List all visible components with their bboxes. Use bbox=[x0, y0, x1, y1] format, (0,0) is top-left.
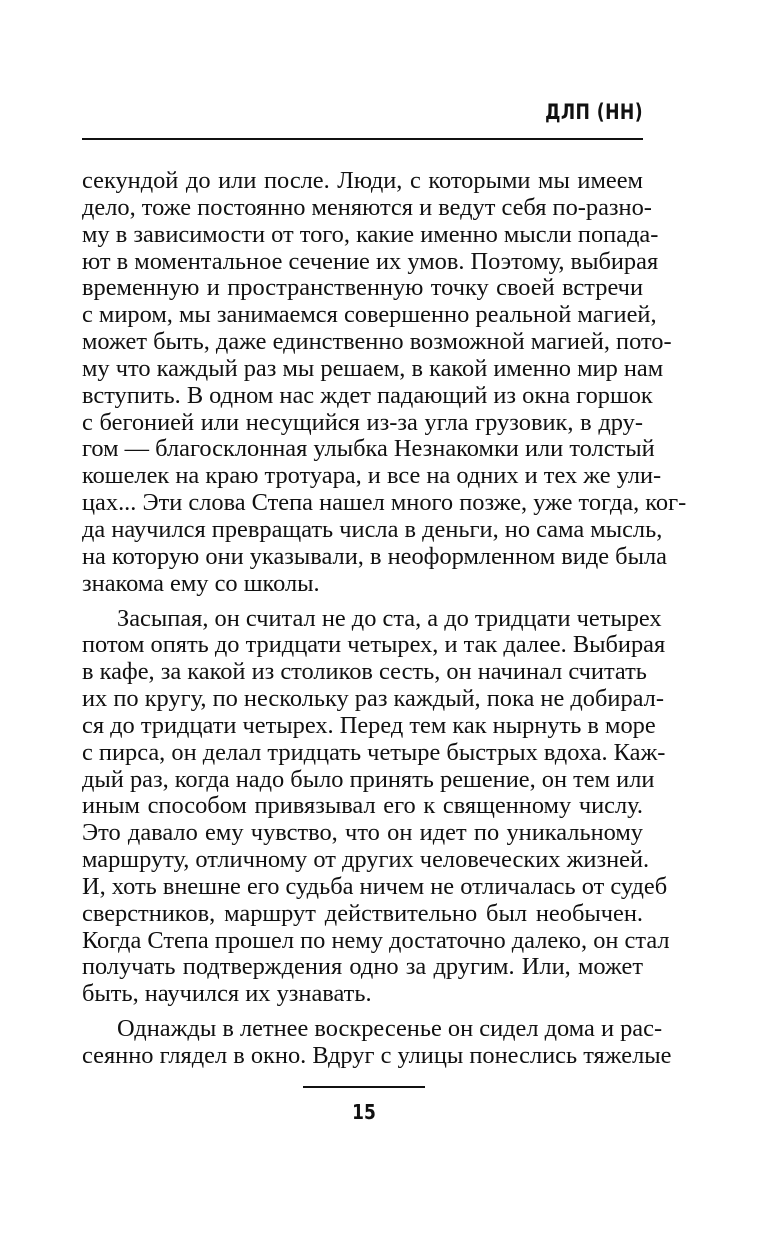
running-title: ДЛП (НН) bbox=[545, 100, 643, 124]
paragraph bbox=[82, 167, 687, 598]
text-line: да научился превращать числа в деньги, но сама мысль, bbox=[82, 515, 663, 543]
text-line: с пирса, он делал тридцать четыре быстрых вдоха. Каж- bbox=[82, 738, 666, 766]
text-line: может быть, даже единственно возможной магией, пото- bbox=[82, 328, 672, 356]
text-line: с миром, мы занимаемся совершенно реальной магией, bbox=[82, 301, 657, 329]
text-line: вступить. В одном нас ждет падающий из окна горшок bbox=[82, 381, 653, 409]
text-line: Засыпая, он считал не до ста, а до тридцати четырех bbox=[117, 604, 662, 632]
text-line: И, хоть внешне его судьба ничем не отличалась от судеб bbox=[82, 872, 668, 900]
text-line: быть, научился их узнавать. bbox=[82, 980, 372, 1008]
header-rule bbox=[82, 138, 643, 140]
page-number: 15 bbox=[352, 1100, 376, 1124]
text-line: дело, тоже постоянно меняются и ведут себя по-разно- bbox=[82, 193, 652, 221]
text-line: потом опять до тридцати четырех, и так далее. Выбирая bbox=[82, 631, 666, 659]
text-line: Однажды в летнее воскресенье он сидел дома и рас- bbox=[117, 1015, 663, 1043]
text-line: с бегонией или несущийся из-за угла грузовик, в дру- bbox=[82, 408, 643, 436]
text-line: ют в моментальное сечение их умов. Поэтому, выбирая bbox=[82, 247, 659, 275]
text-line: получать подтверждения одно за другим. Или, может bbox=[82, 953, 643, 981]
text-line: их по кругу, по нескольку раз каждый, пока не добирал- bbox=[82, 685, 664, 713]
text-line: му что каждый раз мы решаем, в какой именно мир нам bbox=[82, 354, 664, 382]
paragraph bbox=[82, 1015, 672, 1070]
text-line: Это давало ему чувство, что он идет по уникальному bbox=[82, 819, 643, 847]
text-line: иным способом привязывал его к священному числу. bbox=[82, 792, 643, 820]
text-line: сеянно глядел в окно. Вдруг с улицы понеслись тяжелые bbox=[82, 1042, 672, 1069]
text-line: секундой до или после. Люди, с которыми мы имеем bbox=[82, 167, 643, 194]
body-text bbox=[82, 167, 687, 1070]
text-line: цах... Эти слова Степа нашел много позже, уже тогда, ког- bbox=[82, 489, 687, 517]
text-line: маршруту, отличному от других человеческих жизней. bbox=[82, 846, 650, 874]
text-line: му в зависимости от того, какие именно мысли попада- bbox=[82, 220, 659, 248]
text-line: на которую они указывали, в неоформленном виде была bbox=[82, 542, 667, 570]
text-line: сверстников, маршрут действительно был необычен. bbox=[82, 899, 643, 927]
paragraph bbox=[82, 604, 670, 1009]
text-line: в кафе, за какой из столиков сесть, он начинал считать bbox=[82, 658, 647, 686]
text-line: ся до тридцати четырех. Перед тем как нырнуть в море bbox=[82, 711, 656, 739]
text-line: временную и пространственную точку своей встречи bbox=[82, 274, 643, 302]
text-line: Когда Степа прошел по нему достаточно далеко, он стал bbox=[82, 926, 670, 954]
footer-rule bbox=[303, 1086, 425, 1088]
text-line: кошелек на краю тротуара, и все на одних и тех же ули- bbox=[82, 462, 662, 490]
text-line: дый раз, когда надо было принять решение, он тем или bbox=[82, 765, 655, 793]
text-line: знакома ему со школы. bbox=[82, 569, 320, 597]
text-line: гом — благосклонная улыбка Незнакомки или толстый bbox=[82, 435, 655, 463]
